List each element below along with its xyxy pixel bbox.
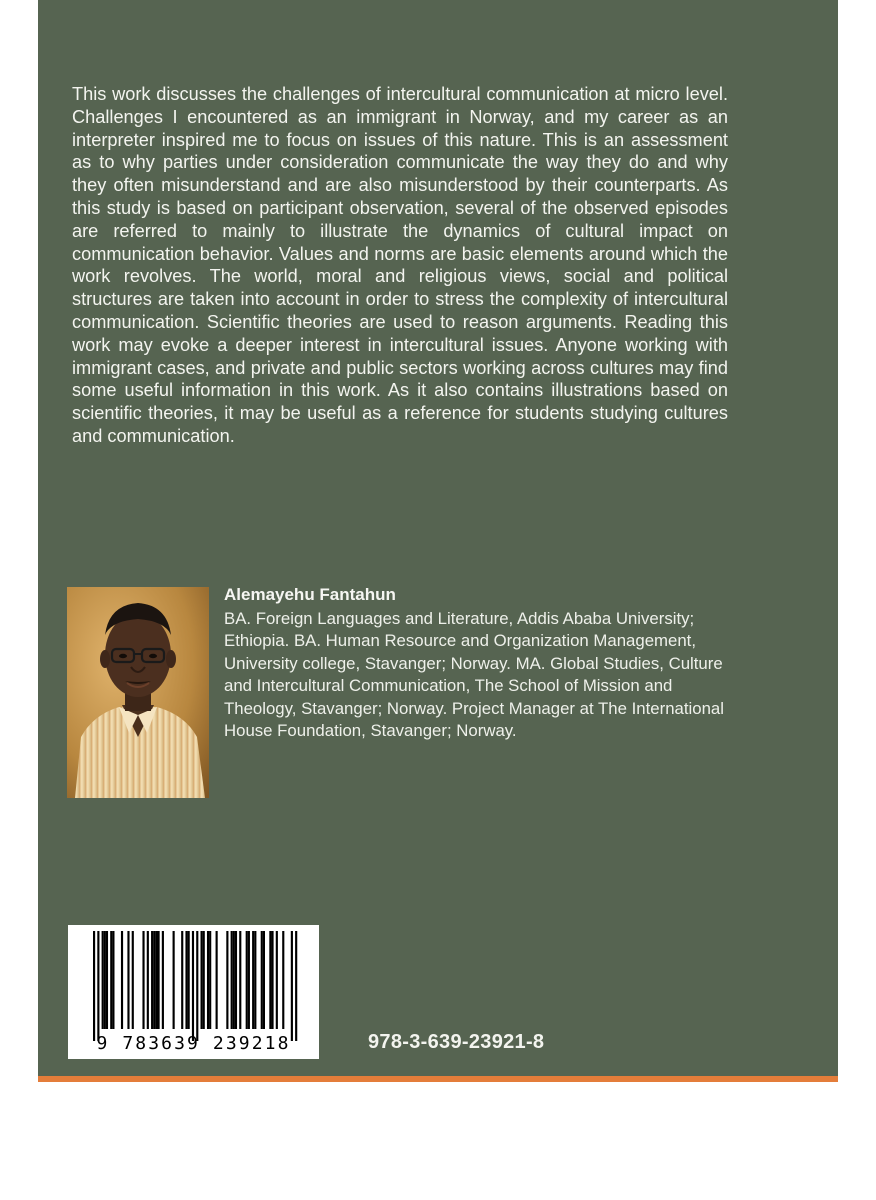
barcode-bar [254,931,256,1029]
author-photo [67,587,209,798]
book-description: This work discusses the challenges of intercultural communication at micro level. Challenges I encountered as an immigrant in Norway, and my career as an interpreter inspired me to focus on issues of this nature. This is an assessment as to why parties under consideration communicate the way they do and why they often misunderstand and are also misunderstood by their counterparts. As this study is based on participant observation, several of the observed episodes are referred to mainly to illustrate the dynamics of cultural impact on communication behavior. Values and norms are basic elements around which the work revolves. The world, moral and religious views, social and political structures are taken into account in order to stress the complexity of intercultural communication. Scientific theories are used to reason arguments. Reading this work may evoke a deeper interest in intercultural issues. Anyone working with immigrant cases, and private and public sectors working across cultures may find some useful information in this work. As it also contains illustrations based on scientific theories, it may be useful as a reference for students studying cultures and communication. [72,84,728,446]
barcode-bar [102,931,104,1029]
barcode-bar [276,931,278,1029]
barcode-bar [142,931,144,1029]
barcode-bar [231,931,233,1029]
barcode-bar [173,931,175,1029]
barcode-bar [112,931,114,1029]
barcode-bar [110,931,112,1029]
isbn-barcode [68,925,319,1059]
barcode-bar [239,931,241,1029]
barcode-bar [121,931,123,1029]
isbn-number: 978-3-639-23921-8 [368,1031,545,1053]
barcode-bar [233,931,235,1029]
barcode-bar [291,931,293,1041]
author-name: Alemayehu Fantahun [224,585,396,604]
barcode-bar [147,931,149,1029]
barcode-bar [246,931,248,1029]
barcode-bar [97,931,99,1041]
barcode-bar [209,931,211,1029]
barcode-bar [106,931,108,1029]
accent-strip [38,1076,838,1082]
author-bio: BA. Foreign Languages and Literature, Addis Ababa University; Ethiopia. BA. Human Resource and Organization Management, University college, Stavanger; Norway. MA. Global Studies, Culture and Intercultural Communication, The School of Mission and Theology, Stavanger; Norway. Project Manager at The International House Foundation, Stavanger; Norway. [224,609,724,741]
barcode-bar [252,931,254,1029]
barcode-bar [127,931,129,1029]
barcode-bar [93,931,95,1041]
barcode-bar [192,931,194,1041]
barcode-bar [226,931,228,1029]
barcode-bar [104,931,106,1029]
barcode-bar [181,931,183,1029]
barcode-bar [261,931,263,1029]
barcode-bar [158,931,160,1029]
barcode-bar [263,931,265,1029]
barcode-bar [203,931,205,1029]
barcode-bar [271,931,273,1029]
barcode-bar [196,931,198,1041]
barcode-bar [151,931,153,1029]
barcode-bar [248,931,250,1029]
barcode-bar [153,931,155,1029]
barcode-bar [295,931,297,1041]
barcode-bar [269,931,271,1029]
barcode-bar [201,931,203,1029]
barcode-bar [235,931,237,1029]
barcode-digits: 9 783639 239218 [96,1033,291,1054]
barcode-bar [188,931,190,1029]
barcode-bar [132,931,134,1029]
barcode-bar [155,931,157,1029]
barcode-bar [185,931,187,1029]
barcode-bar [207,931,209,1029]
barcode-bar [282,931,284,1029]
barcode-bar [216,931,218,1029]
barcode-bar [162,931,164,1029]
